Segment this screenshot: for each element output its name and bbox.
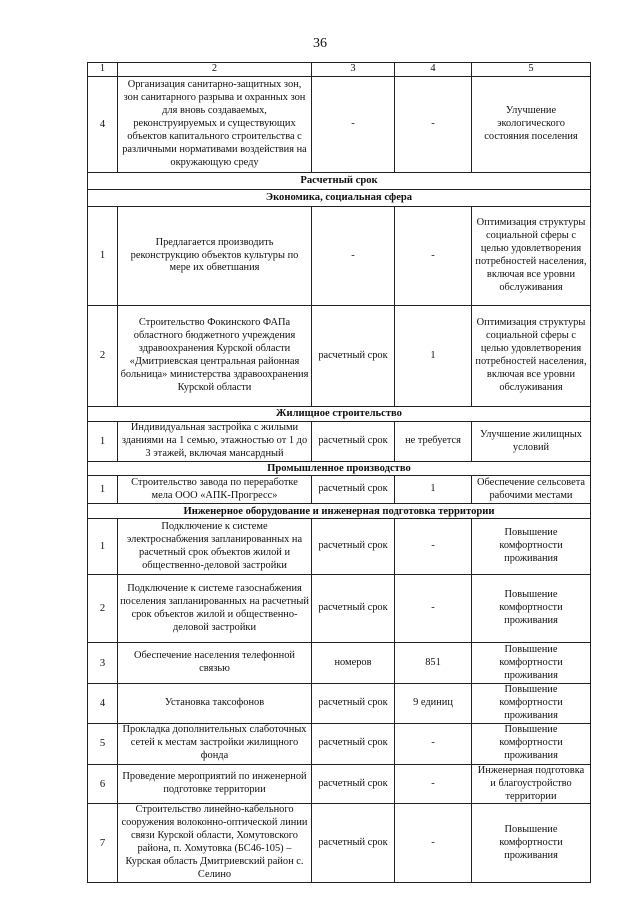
measure-description: Индивидуальная застройка с жилыми зданиями на 1 семью, этажностью от 1 до 3 этажей, включая мансардный (118, 422, 312, 462)
table-row (88, 207, 591, 306)
measure-term: расчетный срок (312, 575, 395, 643)
measure-term: расчетный срок (312, 422, 395, 462)
measure-result: Повышение комфортности проживания (472, 575, 591, 643)
section-heading-row (88, 407, 591, 422)
measure-term: расчетный срок (312, 804, 395, 882)
column-number: 4 (395, 63, 472, 77)
measure-description: Строительство линейно-кабельного сооружения волоконно-оптической линии связи Курской области, Хомутовского района, п. Хомутовка (БС46-105) – Курская область Дмитриевский район с. Селино (118, 804, 312, 882)
measure-description: Предлагается производить реконструкцию объектов культуры по мере их обветшания (118, 207, 312, 306)
table-row (88, 476, 591, 504)
measure-term: - (312, 207, 395, 306)
measure-result: Повышение комфортности проживания (472, 684, 591, 724)
row-number: 1 (88, 422, 118, 462)
row-number: 2 (88, 306, 118, 407)
section-heading: Экономика, социальная сфера (88, 190, 591, 207)
measure-term: расчетный срок (312, 519, 395, 575)
measure-result: Повышение комфортности проживания (472, 804, 591, 882)
section-heading-row (88, 462, 591, 476)
measure-quantity: - (395, 77, 472, 173)
measure-description: Строительство завода по переработке мела ООО «АПК-Прогресс» (118, 476, 312, 504)
measure-term: расчетный срок (312, 684, 395, 724)
measure-quantity: - (395, 764, 472, 804)
measure-term: расчетный срок (312, 723, 395, 764)
section-heading: Инженерное оборудование и инженерная подготовка территории (88, 504, 591, 519)
measure-quantity: - (395, 723, 472, 764)
table-row (88, 764, 591, 804)
measure-result: Инженерная подготовка и благоустройство территории (472, 764, 591, 804)
measure-quantity: 9 единиц (395, 684, 472, 724)
measure-description: Проведение мероприятий по инженерной подготовке территории (118, 764, 312, 804)
row-number: 6 (88, 764, 118, 804)
measure-description: Организация санитарно-защитных зон, зон санитарного разрыва и охранных зон для вновь создаваемых, реконструируемых и существующих объектов капитального строительства с различными нормативами воздействия на окружающую среду (118, 77, 312, 173)
section-heading: Жилищное строительство (88, 407, 591, 422)
row-number: 4 (88, 77, 118, 173)
table-row (88, 306, 591, 407)
measure-result: Улучшение жилищных условий (472, 422, 591, 462)
measure-quantity: 851 (395, 643, 472, 684)
measure-quantity: не требуется (395, 422, 472, 462)
measure-quantity: - (395, 207, 472, 306)
column-number: 3 (312, 63, 395, 77)
measure-term: номеров (312, 643, 395, 684)
measure-description: Строительство Фокинского ФАПа областного бюджетного учреждения здравоохранения Курской области «Дмитриевская центральная районная больница» министерства здравоохранения Курской области (118, 306, 312, 407)
row-number: 5 (88, 723, 118, 764)
measure-quantity: 1 (395, 306, 472, 407)
table-row (88, 643, 591, 684)
table-row (88, 684, 591, 724)
column-number-row (88, 63, 591, 77)
measure-result: Оптимизация структуры социальной сферы с целью удовлетворения потребностей населения, включая все уровни обслуживания (472, 306, 591, 407)
section-heading-row (88, 504, 591, 519)
table-row (88, 422, 591, 462)
table-row (88, 575, 591, 643)
column-number: 2 (118, 63, 312, 77)
row-number: 1 (88, 207, 118, 306)
section-heading-row (88, 190, 591, 207)
measure-description: Подключение к системе газоснабжения поселения запланированных на расчетный срок объектов жилой и общественно-деловой застройки (118, 575, 312, 643)
page-number: 36 (313, 36, 327, 51)
row-number: 2 (88, 575, 118, 643)
row-number: 3 (88, 643, 118, 684)
row-number: 1 (88, 476, 118, 504)
measure-description: Подключение к системе электроснабжения запланированных на расчетный срок объектов жилой и общественно-деловой застройки (118, 519, 312, 575)
table-row (88, 77, 591, 173)
measure-quantity: - (395, 519, 472, 575)
table-row (88, 804, 591, 882)
section-heading: Расчетный срок (88, 173, 591, 190)
column-number: 5 (472, 63, 591, 77)
row-number: 4 (88, 684, 118, 724)
measure-result: Повышение комфортности проживания (472, 723, 591, 764)
row-number: 1 (88, 519, 118, 575)
measure-term: расчетный срок (312, 764, 395, 804)
section-heading: Промышленное производство (88, 462, 591, 476)
measure-result: Оптимизация структуры социальной сферы с целью удовлетворения потребностей населения, включая все уровни обслуживания (472, 207, 591, 306)
measure-term: расчетный срок (312, 306, 395, 407)
measure-result: Обеспечение сельсовета рабочими местами (472, 476, 591, 504)
measure-result: Улучшение экологического состояния поселения (472, 77, 591, 173)
measure-term: - (312, 77, 395, 173)
measure-description: Обеспечение населения телефонной связью (118, 643, 312, 684)
row-number: 7 (88, 804, 118, 882)
measure-description: Прокладка дополнительных слаботочных сетей к местам застройки жилищного фонда (118, 723, 312, 764)
section-heading-row (88, 173, 591, 190)
measure-result: Повышение комфортности проживания (472, 643, 591, 684)
measure-quantity: - (395, 804, 472, 882)
measure-description: Установка таксофонов (118, 684, 312, 724)
plan-table (87, 62, 591, 883)
table-row (88, 519, 591, 575)
measure-quantity: - (395, 575, 472, 643)
table-row (88, 723, 591, 764)
measure-quantity: 1 (395, 476, 472, 504)
measure-result: Повышение комфортности проживания (472, 519, 591, 575)
measure-term: расчетный срок (312, 476, 395, 504)
column-number: 1 (88, 63, 118, 77)
